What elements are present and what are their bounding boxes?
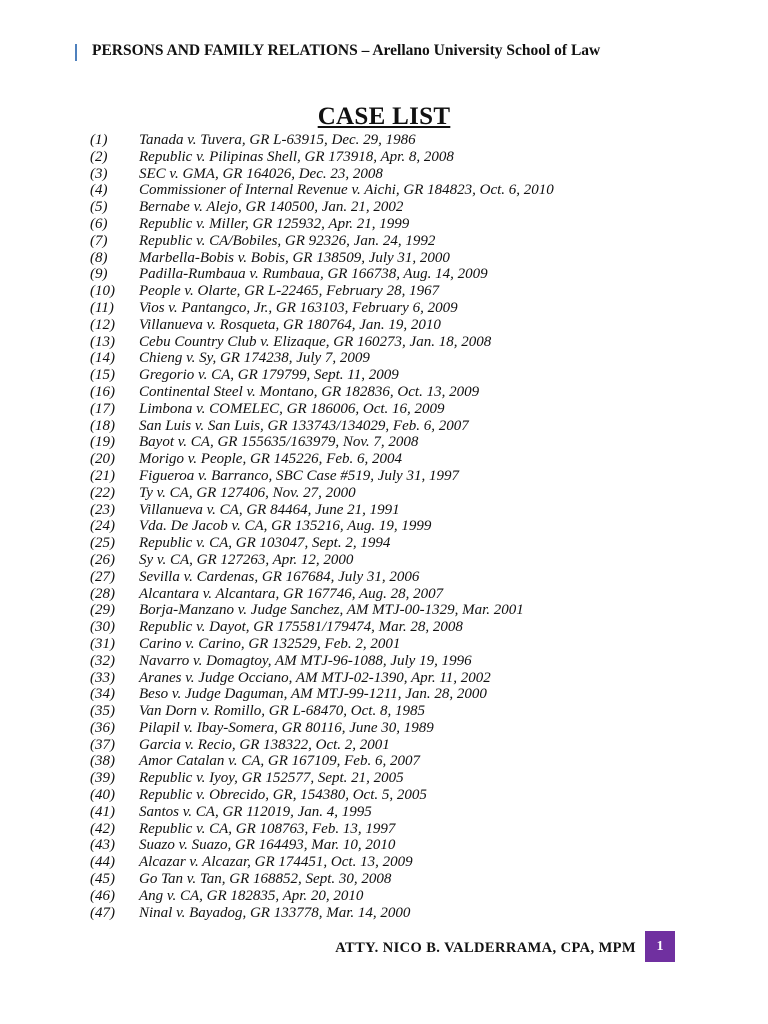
list-item [90,552,554,569]
case-citation: Bayot v. CA, GR 155635/163979, Nov. 7, 2008 [139,434,419,451]
header-title: PERSONS AND FAMILY RELATIONS – Arellano University School of Law [92,42,601,59]
list-item [90,804,554,821]
header-accent-bar [75,44,77,61]
list-item [90,854,554,871]
case-number: (31) [90,635,115,652]
case-number: (43) [90,837,115,854]
list-item [90,703,554,720]
list-item [90,787,554,804]
case-citation: Morigo v. People, GR 145226, Feb. 6, 2004 [139,451,403,468]
list-item [90,905,554,922]
list-item [90,888,554,905]
case-citation: Beso v. Judge Daguman, AM MTJ-99-1211, Jan. 28, 2000 [139,686,487,703]
case-citation: Padilla-Rumbaua v. Rumbaua, GR 166738, Aug. 14, 2009 [139,266,488,283]
case-citation: Suazo v. Suazo, GR 164493, Mar. 10, 2010 [139,837,396,854]
case-number: (17) [90,400,115,417]
case-citation: Vios v. Pantangco, Jr., GR 163103, February 6, 2009 [139,299,458,316]
case-number: (14) [90,350,115,367]
case-citation: Villanueva v. CA, GR 84464, June 21, 1991 [139,501,400,518]
case-list [90,132,554,921]
case-number: (40) [90,787,115,804]
case-citation: Vda. De Jacob v. CA, GR 135216, Aug. 19, 1999 [139,518,432,535]
list-item [90,367,554,384]
case-number: (10) [90,283,115,300]
case-citation: Continental Steel v. Montano, GR 182836, Oct. 13, 2009 [139,383,480,400]
list-item [90,468,554,485]
list-item [90,384,554,401]
case-citation: Chieng v. Sy, GR 174238, July 7, 2009 [139,350,370,367]
case-number: (37) [90,736,115,753]
case-citation: Commissioner of Internal Revenue v. Aichi, GR 184823, Oct. 6, 2010 [139,182,554,199]
list-item [90,653,554,670]
case-number: (18) [90,417,115,434]
case-citation: Republic v. Pilipinas Shell, GR 173918, Apr. 8, 2008 [139,148,454,165]
case-number: (11) [90,299,114,316]
case-number: (23) [90,501,115,518]
case-citation: Tanada v. Tuvera, GR L-63915, Dec. 29, 1986 [139,132,416,148]
list-item [90,686,554,703]
case-number: (2) [90,148,108,165]
list-item [90,216,554,233]
case-number: (20) [90,451,115,468]
case-citation: Ty v. CA, GR 127406, Nov. 27, 2000 [139,484,356,501]
case-number: (34) [90,686,115,703]
case-number: (22) [90,484,115,501]
list-item [90,401,554,418]
case-number: (4) [90,182,108,199]
case-citation: Navarro v. Domagtoy, AM MTJ-96-1088, July 19, 1996 [139,652,472,669]
list-item [90,837,554,854]
case-number: (44) [90,854,115,871]
case-number: (32) [90,652,115,669]
case-citation: San Luis v. San Luis, GR 133743/134029, Feb. 6, 2007 [139,417,469,434]
list-item [90,451,554,468]
case-number: (12) [90,316,115,333]
case-citation: Republic v. Obrecido, GR, 154380, Oct. 5, 2005 [139,787,427,804]
case-number: (21) [90,467,115,484]
case-citation: Sy v. CA, GR 127263, Apr. 12, 2000 [139,551,354,568]
case-number: (36) [90,719,115,736]
case-number: (3) [90,165,108,182]
list-item [90,182,554,199]
case-number: (47) [90,904,115,921]
list-item [90,418,554,435]
list-item [90,770,554,787]
case-number: (9) [90,266,108,283]
case-citation: Ang v. CA, GR 182835, Apr. 20, 2010 [139,887,364,904]
list-item [90,199,554,216]
case-citation: Alcantara v. Alcantara, GR 167746, Aug. 28, 2007 [139,585,444,602]
case-number: (30) [90,619,115,636]
case-number: (29) [90,602,115,619]
list-item [90,317,554,334]
case-number: (24) [90,518,115,535]
list-item [90,350,554,367]
case-citation: Cebu Country Club v. Elizaque, GR 160273, Jan. 18, 2008 [139,333,492,350]
list-item [90,149,554,166]
list-item [90,300,554,317]
list-item [90,434,554,451]
case-citation: Republic v. CA, GR 108763, Feb. 13, 1997 [139,820,396,837]
case-number: (13) [90,333,115,350]
case-number: (6) [90,215,108,232]
case-citation: Garcia v. Recio, GR 138322, Oct. 2, 2001 [139,736,390,753]
list-item [90,535,554,552]
list-item [90,518,554,535]
case-number: (7) [90,232,108,249]
case-number: (38) [90,753,115,770]
case-citation: Republic v. Dayot, GR 175581/179474, Mar. 28, 2008 [139,619,463,636]
case-citation: Gregorio v. CA, GR 179799, Sept. 11, 2009 [139,367,399,384]
case-number: (45) [90,871,115,888]
case-number: (46) [90,887,115,904]
case-citation: Republic v. CA/Bobiles, GR 92326, Jan. 24, 1992 [139,232,436,249]
case-citation: Bernabe v. Alejo, GR 140500, Jan. 21, 2002 [139,199,404,216]
case-citation: Marbella-Bobis v. Bobis, GR 138509, July 31, 2000 [139,249,450,266]
page-title: CASE LIST [317,102,451,130]
case-number: (15) [90,367,115,384]
list-item [90,619,554,636]
case-citation: Limbona v. COMELEC, GR 186006, Oct. 16, 2009 [139,400,445,417]
case-citation: Republic v. Iyoy, GR 152577, Sept. 21, 2005 [139,770,404,787]
case-number: (42) [90,820,115,837]
list-item [90,670,554,687]
case-citation: Van Dorn v. Romillo, GR L-68470, Oct. 8, 1985 [139,703,425,720]
case-number: (28) [90,585,115,602]
list-item [90,569,554,586]
case-citation: SEC v. GMA, GR 164026, Dec. 23, 2008 [139,165,383,182]
case-citation: Sevilla v. Cardenas, GR 167684, July 31, 2006 [139,568,420,585]
case-citation: Borja-Manzano v. Judge Sanchez, AM MTJ-00-1329, Mar. 2001 [139,602,524,619]
case-number: (19) [90,434,115,451]
case-citation: People v. Olarte, GR L-22465, February 28, 1967 [139,283,440,300]
list-item [90,753,554,770]
list-item [90,821,554,838]
list-item [90,166,554,183]
list-item [90,586,554,603]
list-item [90,233,554,250]
case-number: (35) [90,703,115,720]
case-number: (5) [90,199,108,216]
list-item [90,636,554,653]
case-number: (8) [90,249,108,266]
case-citation: Amor Catalan v. CA, GR 167109, Feb. 6, 2007 [139,753,420,770]
case-citation: Aranes v. Judge Occiano, AM MTJ-02-1390, Apr. 11, 2002 [139,669,491,686]
list-item [90,250,554,267]
list-item [90,266,554,283]
case-number: (41) [90,803,115,820]
case-number: (16) [90,383,115,400]
list-item [90,602,554,619]
case-citation: Carino v. Carino, GR 132529, Feb. 2, 2001 [139,635,401,652]
list-item [90,502,554,519]
case-citation: Republic v. Miller, GR 125932, Apr. 21, 1999 [139,215,410,232]
case-number: (25) [90,535,115,552]
case-citation: Go Tan v. Tan, GR 168852, Sept. 30, 2008 [139,871,392,888]
list-item [90,871,554,888]
case-citation: Figueroa v. Barranco, SBC Case #519, July 31, 1997 [139,467,459,484]
case-number: (26) [90,551,115,568]
page-number-badge: 1 [645,931,675,962]
list-item [90,720,554,737]
case-citation: Alcazar v. Alcazar, GR 174451, Oct. 13, 2009 [139,854,413,871]
case-number: (39) [90,770,115,787]
list-item [90,283,554,300]
case-number: (1) [90,132,108,148]
footer-author: ATTY. NICO B. VALDERRAMA, CPA, MPM [335,940,636,956]
case-citation: Pilapil v. Ibay-Somera, GR 80116, June 30, 1989 [139,719,434,736]
list-item [90,737,554,754]
case-citation: Santos v. CA, GR 112019, Jan. 4, 1995 [139,803,372,820]
case-number: (27) [90,568,115,585]
case-citation: Republic v. CA, GR 103047, Sept. 2, 1994 [139,535,391,552]
case-citation: Ninal v. Bayadog, GR 133778, Mar. 14, 2000 [139,904,411,921]
list-item [90,485,554,502]
list-item [90,334,554,351]
case-number: (33) [90,669,115,686]
case-citation: Villanueva v. Rosqueta, GR 180764, Jan. 19, 2010 [139,316,441,333]
list-item [90,132,554,149]
